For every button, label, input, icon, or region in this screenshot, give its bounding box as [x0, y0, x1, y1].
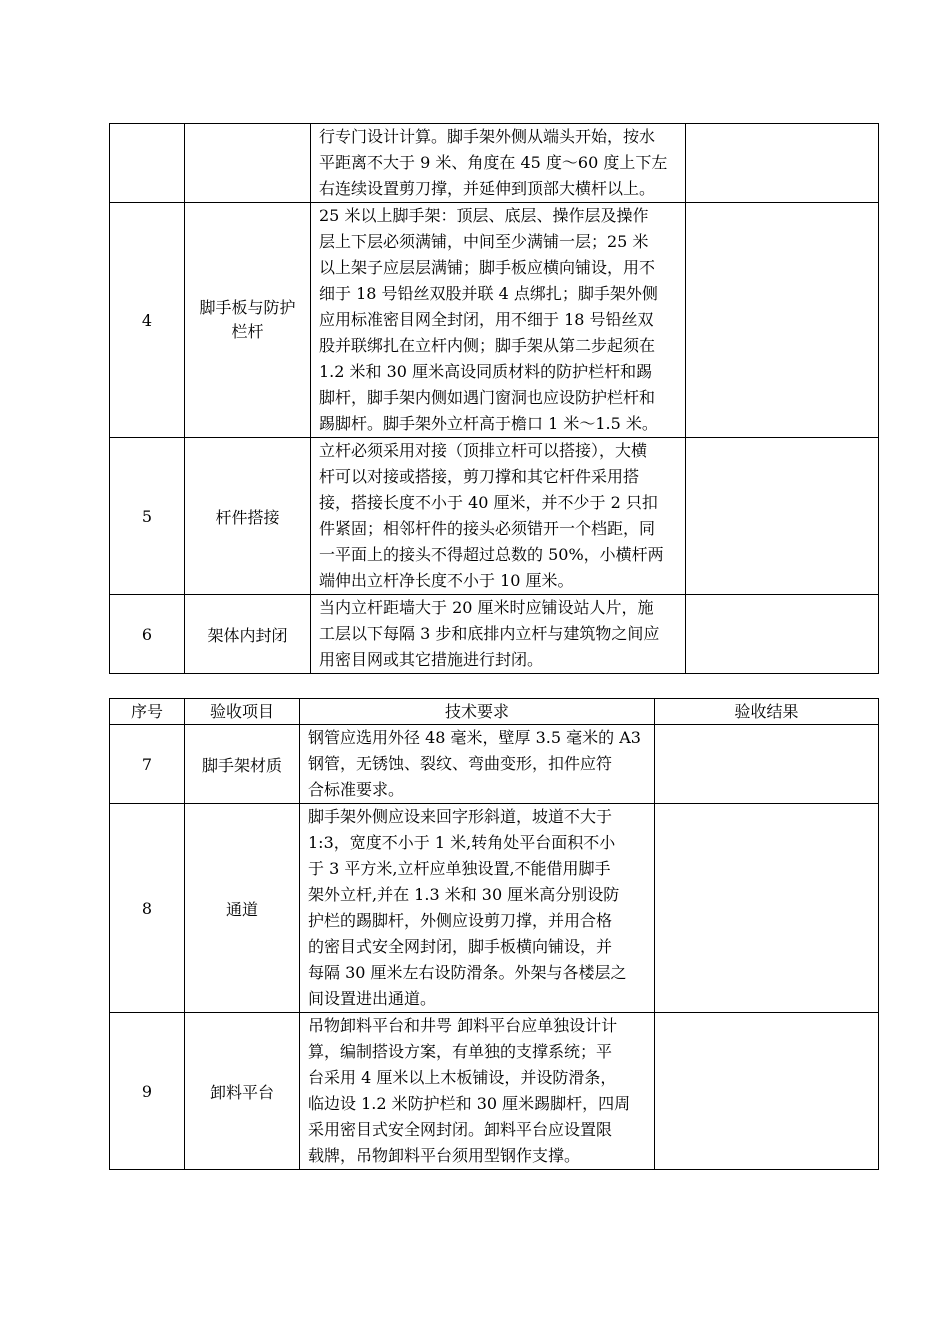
row-item: 脚手架材质: [185, 725, 300, 804]
row-requirement: [311, 438, 686, 595]
requirement-line: 右连续设置剪刀撑，并延伸到顶部大横杆以上。: [319, 179, 656, 198]
requirement-line: 每隔 30 厘米左右设防滑条。外架与各楼层之: [308, 963, 627, 982]
row-item-line: 栏杆: [231, 322, 264, 341]
row-item: 卸料平台: [185, 1013, 300, 1170]
header-number: 序号: [110, 699, 185, 725]
row-result: [686, 124, 879, 203]
acceptance-table-continued: [109, 123, 879, 674]
requirement-line: 细于 18 号铅丝双股并联 4 点绑扎；脚手架外侧: [319, 284, 658, 303]
row-requirement: [300, 804, 655, 1013]
table-row: [110, 203, 879, 438]
row-number: 4: [110, 203, 185, 438]
requirement-line: 行专门设计计算。脚手架外侧从端头开始，按水: [319, 127, 656, 146]
requirement-line: 踢脚杆。脚手架外立杆高于檐口 1 米～1.5 米。: [319, 414, 658, 433]
row-requirement: [311, 595, 686, 674]
header-item: 验收项目: [185, 699, 300, 725]
requirement-line: 1:3，宽度不小于 1 米,转角处平台面积不小: [308, 833, 616, 852]
row-number: [110, 124, 185, 203]
acceptance-table: [109, 698, 879, 1170]
row-number: 8: [110, 804, 185, 1013]
row-result: [686, 203, 879, 438]
row-item: 杆件搭接: [185, 438, 311, 595]
requirement-line: 杆可以对接或搭接，剪刀撑和其它杆件采用搭: [319, 467, 640, 486]
row-item: [185, 203, 311, 438]
requirement-line: 脚手架外侧应设来回字形斜道，坡道不大于: [308, 807, 613, 826]
requirement-line: 钢管应选用外径 48 毫米，壁厚 3.5 毫米的 A3: [308, 728, 641, 747]
row-number: 7: [110, 725, 185, 804]
row-item: [185, 124, 311, 203]
row-requirement: [300, 725, 655, 804]
requirement-line: 架外立杆,并在 1.3 米和 30 厘米高分别设防: [308, 885, 620, 904]
row-number: 5: [110, 438, 185, 595]
requirement-line: 采用密目式安全网封闭。卸料平台应设置限: [308, 1120, 613, 1139]
requirement-line: 应用标准密目网全封闭，用不细于 18 号铅丝双: [319, 310, 654, 329]
row-requirement: [311, 203, 686, 438]
table-row: [110, 725, 879, 804]
requirement-line: 用密目网或其它措施进行封闭。: [319, 650, 544, 669]
table-row: [110, 1013, 879, 1170]
row-item-line: 脚手板与防护: [199, 298, 296, 317]
requirement-line: 层上下层必须满铺，中间至少满铺一层；25 米: [319, 232, 649, 251]
requirement-line: 件紧固；相邻杆件的接头必须错开一个档距，同: [319, 519, 656, 538]
requirement-line: 25 米以上脚手架：顶层、底层、操作层及操作: [319, 206, 649, 225]
row-result: [655, 804, 879, 1013]
requirement-line: 吊物卸料平台和井咢 卸料平台应单独设计计: [308, 1016, 618, 1035]
row-item: 架体内封闭: [185, 595, 311, 674]
requirement-line: 以上架子应层层满铺；脚手板应横向铺设，用不: [319, 258, 656, 277]
row-result: [686, 595, 879, 674]
requirement-line: 端伸出立杆净长度不小于 10 厘米。: [319, 571, 574, 590]
header-result: 验收结果: [655, 699, 879, 725]
requirement-line: 立杆必须采用对接（顶排立杆可以搭接），大横: [319, 441, 648, 460]
requirement-line: 台采用 4 厘米以上木板铺设，并设防滑条，: [308, 1068, 617, 1087]
row-requirement: [311, 124, 686, 203]
row-result: [686, 438, 879, 595]
requirement-line: 护栏的踢脚杆，外侧应设剪刀撑，并用合格: [308, 911, 613, 930]
requirement-line: 一平面上的接头不得超过总数的 50%，小横杆两: [319, 545, 664, 564]
row-result: [655, 725, 879, 804]
requirement-line: 于 3 平方米,立杆应单独设置,不能借用脚手: [308, 859, 611, 878]
row-number: 6: [110, 595, 185, 674]
table-row: [110, 595, 879, 674]
requirement-line: 临边设 1.2 米防护栏和 30 厘米踢脚杆，四周: [308, 1094, 631, 1113]
requirement-line: 的密目式安全网封闭，脚手板横向铺设，并: [308, 937, 613, 956]
requirement-line: 股并联绑扎在立杆内侧；脚手架从第二步起须在: [319, 336, 656, 355]
table-row: [110, 438, 879, 595]
requirement-line: 载牌，吊物卸料平台须用型钢作支撑。: [308, 1146, 581, 1165]
row-requirement: [300, 1013, 655, 1170]
table-row: [110, 124, 879, 203]
requirement-line: 工层以下每隔 3 步和底排内立杆与建筑物之间应: [319, 624, 660, 643]
row-number: 9: [110, 1013, 185, 1170]
requirement-line: 算，编制搭设方案，有单独的支撑系统；平: [308, 1042, 613, 1061]
requirement-line: 1.2 米和 30 厘米高设同质材料的防护栏杆和踢: [319, 362, 653, 381]
row-item: 通道: [185, 804, 300, 1013]
requirement-line: 当内立杆距墙大于 20 厘米时应铺设站人片，施: [319, 598, 654, 617]
requirement-line: 脚杆，脚手架内侧如遇门窗洞也应设防护栏杆和: [319, 388, 656, 407]
header-requirement: 技术要求: [300, 699, 655, 725]
table-row: [110, 804, 879, 1013]
requirement-line: 间设置进出通道。: [308, 989, 437, 1008]
requirement-line: 钢管，无锈蚀、裂纹、弯曲变形，扣件应符: [308, 754, 613, 773]
requirement-line: 合标准要求。: [308, 780, 405, 799]
requirement-line: 平距离不大于 9 米、角度在 45 度～60 度上下左: [319, 153, 668, 172]
requirement-line: 接，搭接长度不小于 40 厘米，并不少于 2 只扣: [319, 493, 658, 512]
table-header-row: [110, 699, 879, 725]
row-result: [655, 1013, 879, 1170]
